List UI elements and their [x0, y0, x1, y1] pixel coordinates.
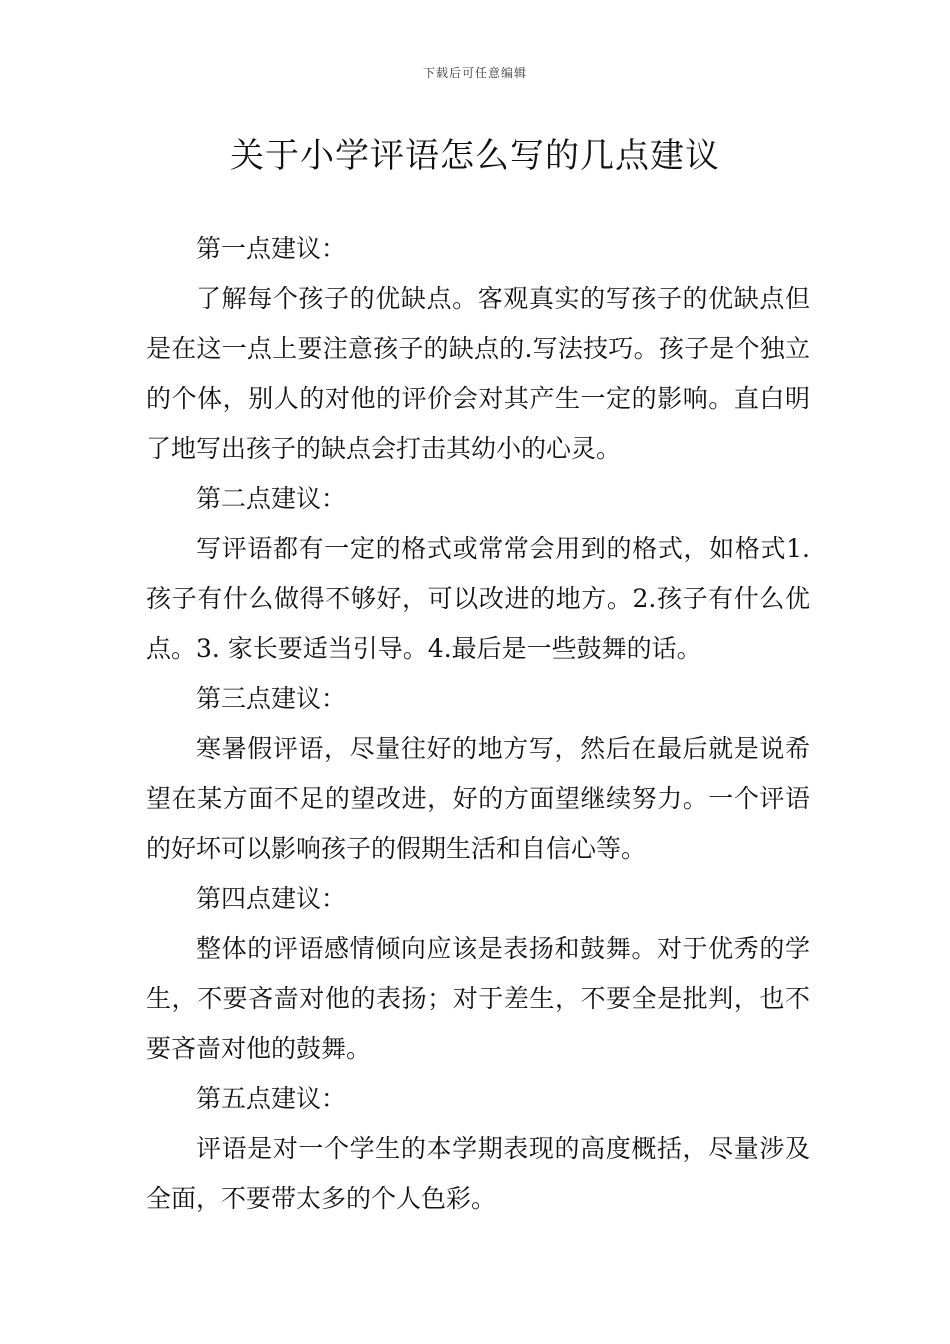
suggestion-paragraph-1: 了解每个孩子的优缺点。客观真实的写孩子的优缺点但是在这一点上要注意孩子的缺点的.写法技巧。孩子是个独立的个体，别人的对他的评价会对其产生一定的影响。直白明了地写出孩子的缺点会打击其幼小的心灵。 [146, 284, 810, 463]
suggestion-heading-4: 第四点建议： [196, 884, 347, 913]
suggestion-paragraph-3: 寒暑假评语，尽量往好的地方写，然后在最后就是说希望在某方面不足的望改进，好的方面望继续努力。一个评语的好坏可以影响孩子的假期生活和自信心等。 [146, 734, 810, 863]
suggestion-paragraph-5: 评语是对一个学生的本学期表现的高度概括，尽量涉及全面，不要带太多的个人色彩。 [146, 1134, 810, 1213]
header-note: 下载后可任意编辑 [422, 66, 527, 80]
suggestion-heading-5: 第五点建议： [196, 1084, 347, 1113]
document-body [146, 224, 810, 1224]
suggestion-heading-3: 第三点建议： [196, 684, 347, 713]
suggestion-paragraph-2: 写评语都有一定的格式或常常会用到的格式，如格式1.孩子有什么做得不够好，可以改进的地方。2.孩子有什么优点。3. 家长要适当引导。4.最后是一些鼓舞的话。 [146, 534, 810, 663]
suggestion-heading-2: 第二点建议： [196, 484, 347, 513]
document-title: 关于小学评语怎么写的几点建议 [230, 136, 720, 176]
suggestion-heading-1: 第一点建议： [196, 234, 347, 263]
suggestion-paragraph-4: 整体的评语感情倾向应该是表扬和鼓舞。对于优秀的学生，不要吝啬对他的表扬；对于差生，不要全是批判，也不要吝啬对他的鼓舞。 [146, 934, 810, 1063]
